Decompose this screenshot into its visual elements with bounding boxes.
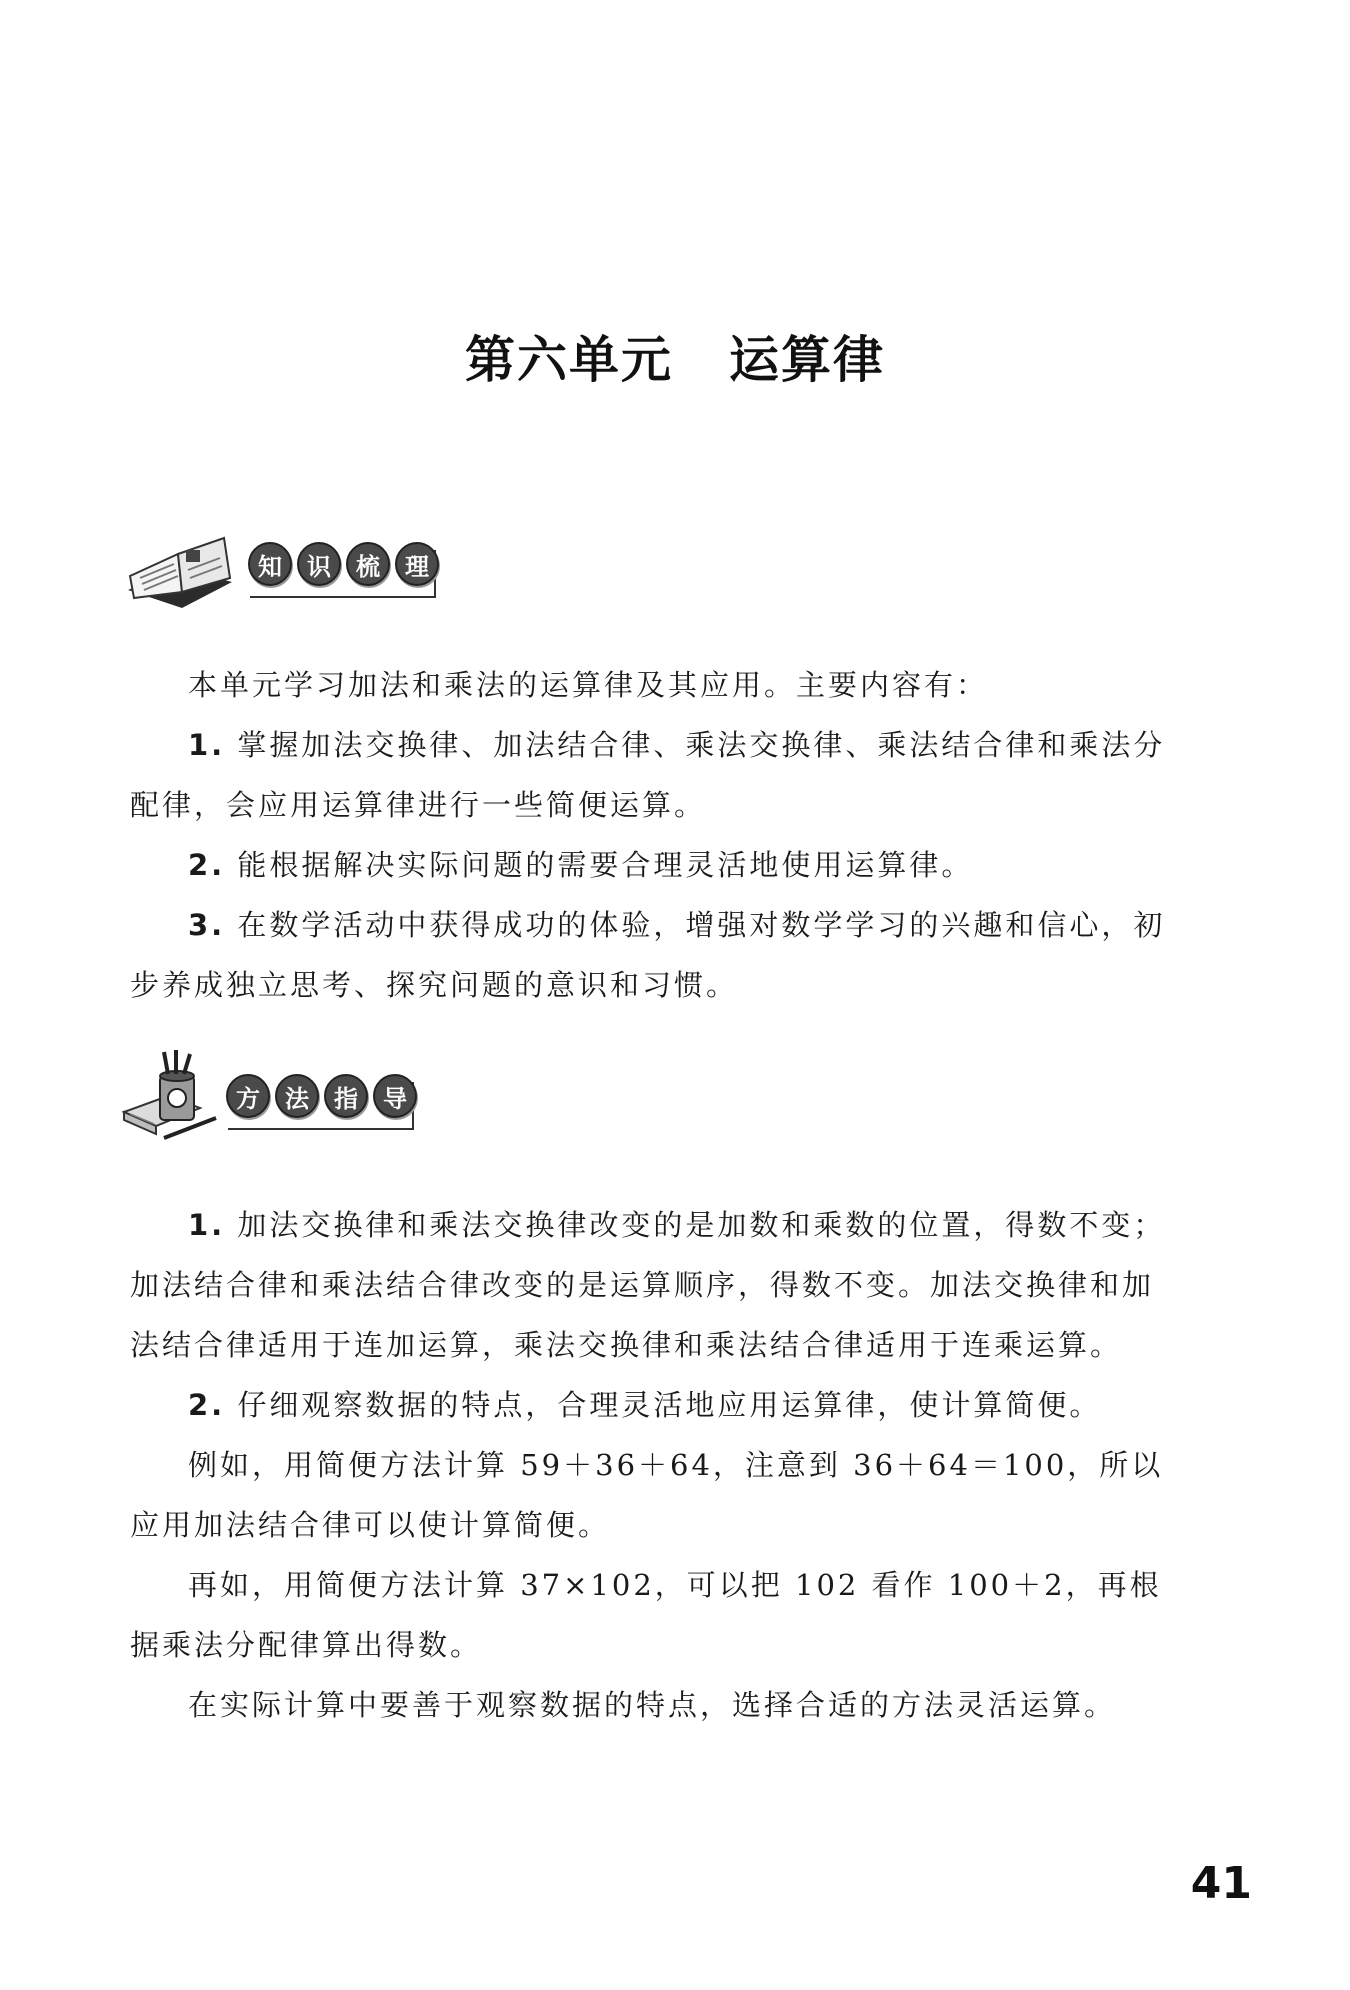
badge-char: 识 <box>297 542 341 586</box>
method-section-header <box>120 1050 460 1140</box>
knowledge-item-2: 2. 能根据解决实际问题的需要合理灵活地使用运算律。 <box>188 848 974 882</box>
knowledge-item-1: 1. 掌握加法交换律、加法结合律、乘法交换律、乘法结合律和乘法分配律，会应用运算律进行一些简便运算。 <box>130 728 1166 822</box>
method-item-2: 2. 仔细观察数据的特点，合理灵活地应用运算律，使计算简便。 <box>188 1388 1102 1422</box>
badge-char: 理 <box>395 542 439 586</box>
page-number: 41 <box>1190 1858 1252 1909</box>
method-badges <box>226 1074 417 1118</box>
method-example-1: 例如，用简便方法计算 59＋36＋64，注意到 36＋64＝100，所以应用加法结合律可以使计算简便。 <box>130 1448 1164 1542</box>
method-content <box>130 1195 1175 1735</box>
knowledge-item-3: 3. 在数学活动中获得成功的体验，增强对数学学习的兴趣和信心，初步养成独立思考、探究问题的意识和习惯。 <box>130 908 1166 1002</box>
badge-char: 方 <box>226 1074 270 1118</box>
badge-char: 知 <box>248 542 292 586</box>
knowledge-content <box>130 655 1175 1015</box>
method-conclusion: 在实际计算中要善于观察数据的特点，选择合适的方法灵活运算。 <box>188 1688 1117 1722</box>
badge-char: 梳 <box>346 542 390 586</box>
unit-title <box>0 320 1350 392</box>
badge-char: 指 <box>324 1074 368 1118</box>
method-item-1: 1. 加法交换律和乘法交换律改变的是加数和乘数的位置，得数不变；加法结合律和乘法结合律改变的是运算顺序，得数不变。加法交换律和加法结合律适用于连加运算，乘法交换律和乘法结合律适用于连乘运算。 <box>130 1208 1166 1362</box>
knowledge-section-header <box>120 520 460 610</box>
knowledge-badges <box>248 542 439 586</box>
knowledge-intro: 本单元学习加法和乘法的运算律及其应用。主要内容有： <box>188 668 989 702</box>
pencil-cup-icon <box>120 1050 230 1140</box>
method-example-2: 再如，用简便方法计算 37×102，可以把 102 看作 100＋2，再根据乘法分配律算出得数。 <box>130 1568 1162 1662</box>
open-book-icon <box>120 520 240 610</box>
badge-char: 法 <box>275 1074 319 1118</box>
unit-title-prefix: 第六单元 <box>465 331 673 389</box>
unit-title-name: 运算律 <box>729 331 885 389</box>
badge-char: 导 <box>373 1074 417 1118</box>
